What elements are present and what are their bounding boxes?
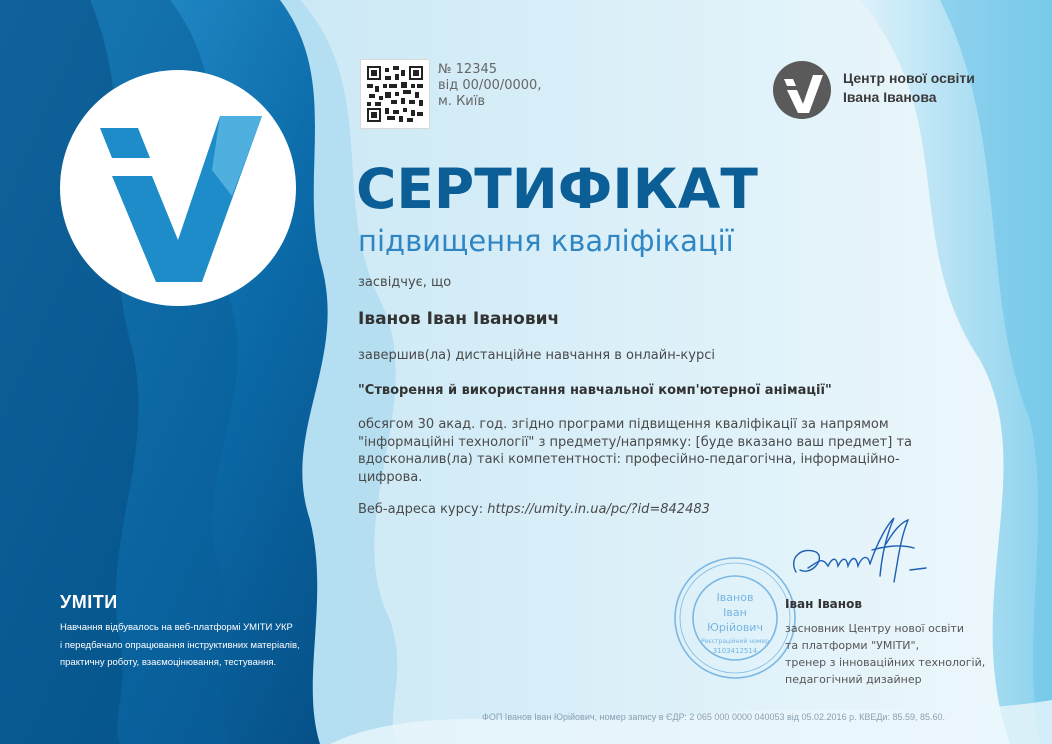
document-city: м. Київ — [438, 94, 486, 109]
platform-note-line: практичну роботу, взаємоцінювання, тестування. — [60, 657, 277, 668]
document-meta — [438, 62, 541, 110]
course-title: "Створення й використання навчальної комп'ютерної анімації" — [358, 383, 832, 398]
platform-note-line: Навчання відбувалось на веб-платформі УМІТИ УКР — [60, 622, 293, 633]
document-date: від 00/00/0000, — [438, 78, 542, 93]
description-line: обсягом 30 акад. год. згідно програми підвищення кваліфікації за напрямом — [358, 417, 889, 432]
document-number: № 12345 — [438, 62, 498, 77]
big-logo — [60, 70, 296, 306]
stamp-line1: Іванов — [716, 591, 754, 604]
org-name — [843, 69, 975, 107]
certifies-text: засвідчує, що — [358, 275, 452, 290]
org-name-line1: Центр нової освіти — [843, 70, 975, 86]
signer-name: Іван Іванов — [785, 597, 862, 611]
description-line: цифрова. — [358, 469, 423, 485]
web-url[interactable]: https://umity.in.ua/pc/?id=842483 — [487, 502, 710, 517]
org-logo-icon — [772, 60, 832, 120]
stamp-line5: 3103412514 — [712, 647, 758, 655]
platform-note — [60, 619, 300, 672]
platform-logo: УМІТИ — [60, 592, 118, 612]
description-line: "інформаційні технології" з предмету/напрямку: [буде вказано ваш предмет] та — [358, 434, 912, 450]
signer-title-line: та платформи "УМІТИ", — [785, 639, 920, 652]
course-web-address — [358, 502, 710, 517]
qr-code — [360, 59, 430, 129]
recipient-name: Іванов Іван Іванович — [358, 309, 560, 329]
completed-text: завершив(ла) дистанційне навчання в онлайн-курсі — [358, 348, 715, 363]
stamp-line2: Іван — [723, 606, 747, 619]
platform-note-line: і передбачало опрацювання інструктивних матеріалів, — [60, 639, 300, 651]
course-description — [358, 416, 958, 486]
signature — [782, 510, 932, 592]
signer-title-line: педагогічний дизайнер — [785, 673, 922, 686]
stamp-line3: Юрійович — [707, 621, 763, 634]
official-stamp — [672, 555, 798, 681]
signer-title-line: засновник Центру нової освіти — [785, 622, 964, 635]
certificate-subtitle: підвищення кваліфікації — [358, 224, 734, 258]
web-label: Веб-адреса курсу: — [358, 502, 484, 517]
org-name-line2: Івана Іванова — [843, 89, 937, 105]
footer-legal: ФОП Іванов Іван Юрійович, номер запису в ЄДР: 2 065 000 0000 040053 від 05.02.2016 р. КВЕДи: 85.59, 85.60. — [482, 712, 945, 722]
stamp-line4: Реєстраційний номер — [701, 638, 769, 645]
description-line: вдосконалив(ла) такі компетентності: професійно-педагогічна, інформаційно- — [358, 452, 900, 467]
signer-title — [785, 620, 985, 688]
certificate-title: СЕРТИФІКАТ — [356, 157, 758, 221]
signer-title-line: тренер з інноваційних технологій, — [785, 656, 986, 669]
